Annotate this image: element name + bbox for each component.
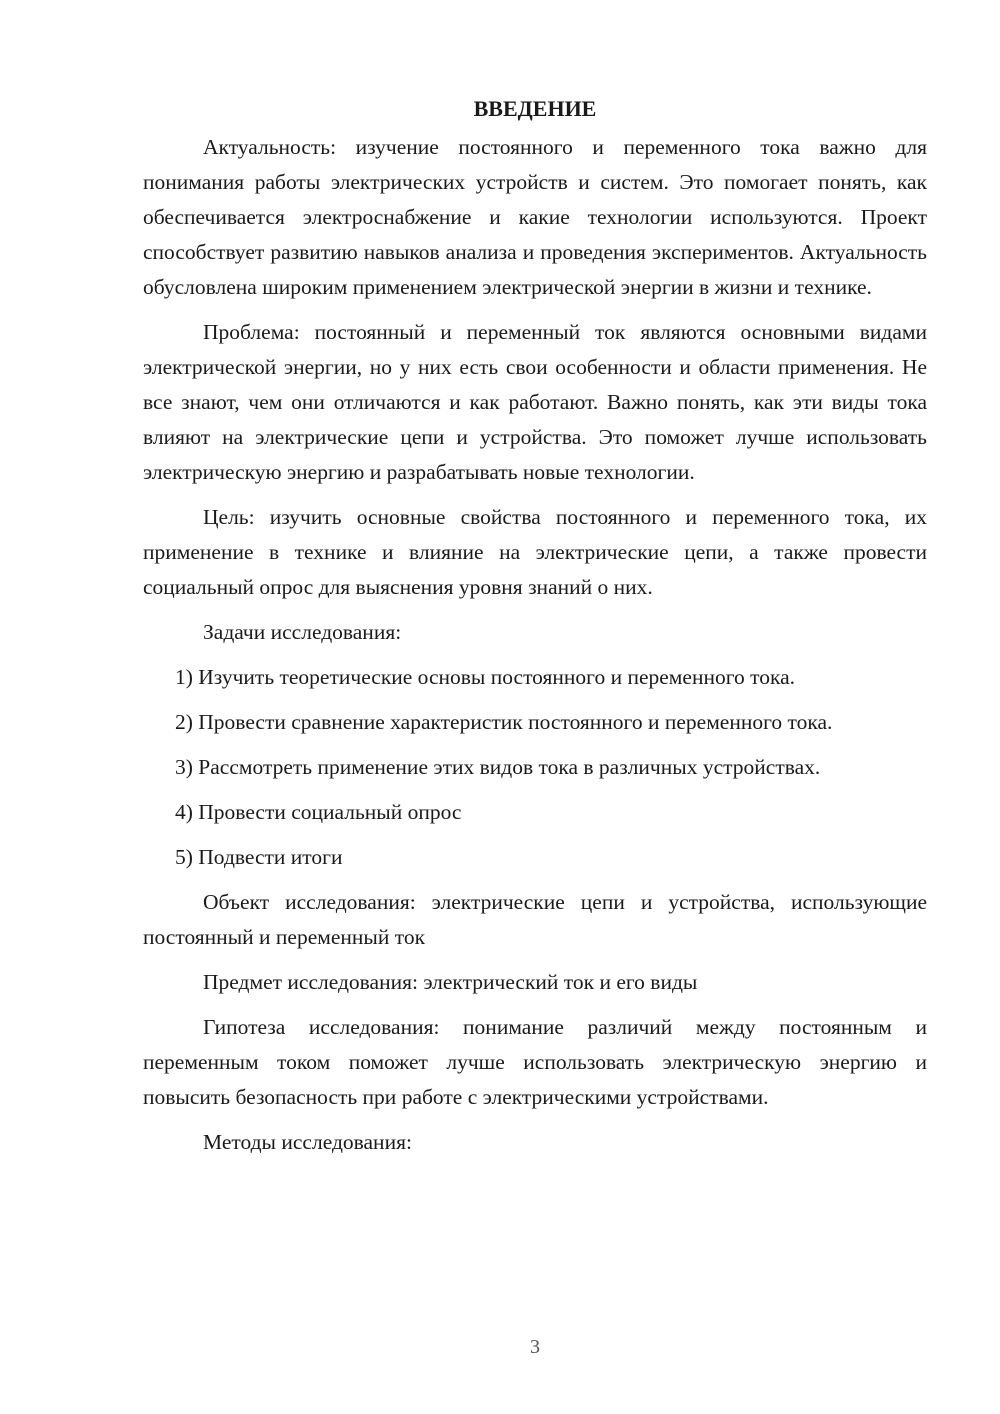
paragraph-relevance: Актуальность: изучение постоянного и переменного тока важно для понимания работы электрических устройств и систем. Это помогает понять, как обеспечивается электроснабжение и какие технологии используются. Проект способствует развитию навыков анализа и проведения экспериментов. Актуальность обусловлена широким применением электрической энергии в жизни и технике.	[143, 135, 927, 299]
paragraph-problem: Проблема: постоянный и переменный ток являются основными видами электрической энергии, но у них есть свои особенности и области применения. Не все знают, чем они отличаются и как работают. Важно понять, как эти виды тока влияют на электрические цепи и устройства. Это поможет лучше использовать электрическую энергию и разрабатывать новые технологии.	[143, 320, 927, 484]
task-item-3: 3) Рассмотреть применение этих видов тока в различных устройствах.	[175, 755, 821, 779]
section-title: ВВЕДЕНИЕ	[473, 96, 597, 121]
task-item-4: 4) Провести социальный опрос	[175, 800, 462, 824]
task-item-2: 2) Провести сравнение характеристик постоянного и переменного тока.	[175, 710, 833, 734]
paragraph-methods-heading: Методы исследования:	[203, 1130, 412, 1154]
paragraph-tasks-heading: Задачи исследования:	[203, 620, 402, 644]
task-item-1: 1) Изучить теоретические основы постоянного и переменного тока.	[175, 665, 796, 689]
page-number: 3	[530, 1336, 540, 1358]
paragraph-object: Объект исследования: электрические цепи и устройства, использующие постоянный и переменный ток	[143, 890, 927, 949]
page-content	[143, 92, 927, 1170]
paragraph-hypothesis: Гипотеза исследования: понимание различий между постоянным и переменным током поможет лучше использовать электрическую энергию и повысить безопасность при работе с электрическими устройствами.	[143, 1015, 927, 1109]
paragraph-goal: Цель: изучить основные свойства постоянного и переменного тока, их применение в технике и влияние на электрические цепи, а также провести социальный опрос для выяснения уровня знаний о них.	[143, 505, 927, 599]
task-item-5: 5) Подвести итоги	[175, 845, 343, 869]
paragraph-subject: Предмет исследования: электрический ток и его виды	[203, 970, 698, 994]
